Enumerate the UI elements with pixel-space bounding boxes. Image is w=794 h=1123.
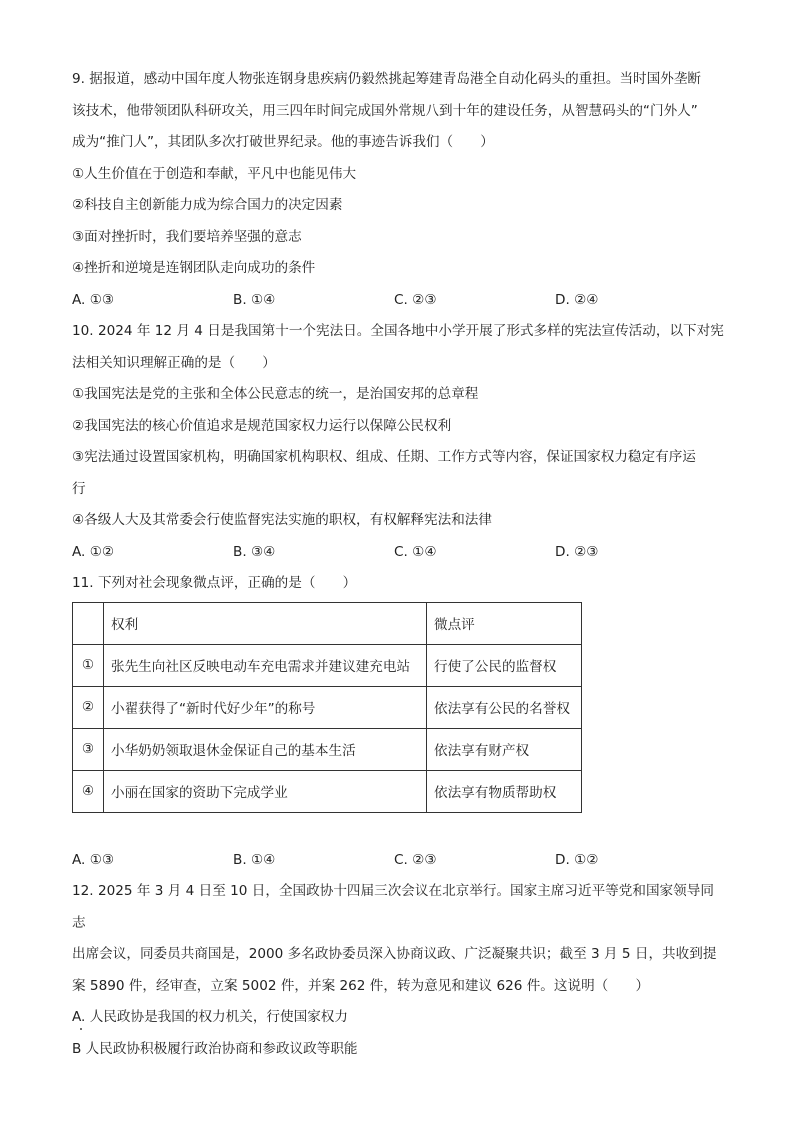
table-row — [73, 686, 582, 728]
table-cell: 小丽在国家的资助下完成学业 — [104, 770, 427, 812]
table-cell: 行使了公民的监督权 — [427, 644, 582, 686]
statement-4: ④挫折和逆境是连钢团队走向成功的条件 — [72, 260, 316, 276]
option-c[interactable]: C. ①④ — [394, 543, 437, 560]
option-d[interactable]: D. ①② — [555, 851, 599, 868]
statement-2: ②我国宪法的核心价值追求是规范国家权力运行以保障公民权利 — [72, 417, 452, 434]
option-b[interactable]: B. ①④ — [233, 291, 276, 308]
option-c[interactable]: C. ②③ — [394, 851, 437, 868]
question-stem-line: 9. 据报道，感动中国年度人物张连钢身患疾病仍毅然挑起筹建青岛港全自动化码头的重担。当时国外垄断 — [72, 71, 702, 87]
option-d[interactable]: D. ②④ — [555, 291, 599, 308]
table-cell: 张先生向社区反映电动车充电需求并建议建充电站 — [104, 644, 427, 686]
option-b[interactable]: B. ③④ — [233, 543, 276, 560]
option-d[interactable]: D. ②③ — [555, 543, 599, 560]
option-a[interactable]: A. ①② — [72, 543, 115, 560]
option-c[interactable]: C. ②③ — [394, 291, 437, 308]
table-cell: ① — [73, 644, 104, 686]
table-cell: 依法享有物质帮助权 — [427, 770, 582, 812]
answer-options — [72, 285, 724, 317]
table-row — [73, 644, 582, 686]
question-stem-line: 法相关知识理解正确的是（ ） — [72, 354, 276, 371]
question-11 — [72, 568, 724, 876]
choice-a[interactable]: A. 人民政协是我国的权力机关，行使国家权力 — [72, 1009, 348, 1025]
table-header-cell: 权利 — [104, 602, 427, 644]
table-cell: ④ — [73, 770, 104, 812]
statement-1: ①我国宪法是党的主张和全体公民意志的统一，是治国安邦的总章程 — [72, 386, 479, 402]
question-stem-line: 出席会议，同委员共商国是，2000 多名政协委员深入协商议政、广泛凝聚共识；截至 3 月 5 日，共收到提 — [72, 946, 717, 962]
table-header-row — [73, 602, 582, 644]
table-cell: 依法享有公民的名誉权 — [427, 686, 582, 728]
question-9 — [72, 64, 724, 316]
choice-b[interactable]: B 人民政协积极履行政治协商和参政议政等职能 — [72, 1040, 358, 1057]
rights-table — [72, 602, 582, 813]
table-cell: ② — [73, 686, 104, 728]
stray-mark — [80, 1028, 82, 1030]
question-stem-line: 10. 2024 年 12 月 4 日是我国第十一个宪法日。全国各地中小学开展了形式多样的宪法宣传活动，以下对宪 — [72, 323, 724, 339]
option-b[interactable]: B. ①④ — [233, 851, 276, 868]
answer-options — [72, 537, 724, 569]
answer-options — [72, 845, 724, 877]
table-cell: 小华奶奶领取退休金保证自己的基本生活 — [104, 728, 427, 770]
table-cell: 小翟获得了“新时代好少年”的称号 — [104, 686, 427, 728]
statement-3: ③面对挫折时，我们要培养坚强的意志 — [72, 228, 302, 245]
statement-4: ④各级人大及其常委会行使监督宪法实施的职权，有权解释宪法和法律 — [72, 512, 492, 528]
question-stem: 11. 下列对社会现象微点评，正确的是（ ） — [72, 575, 357, 591]
option-a[interactable]: A. ①③ — [72, 291, 115, 308]
statement-3: ③宪法通过设置国家机构，明确国家机构职权、组成、任期、工作方式等内容，保证国家权力稳定有序运 — [72, 449, 696, 465]
table-header-cell — [73, 602, 104, 644]
table-cell: 依法享有财产权 — [427, 728, 582, 770]
statement-2: ②科技自主创新能力成为综合国力的决定因素 — [72, 197, 343, 213]
statement-1: ①人生价值在于创造和奉献，平凡中也能见伟大 — [72, 165, 357, 182]
table-header-cell: 微点评 — [427, 602, 582, 644]
question-stem-line: 该技术，他带领团队科研攻关，用三四年时间完成国外常规八到十年的建设任务，从智慧码头的“门外人” — [72, 102, 698, 119]
question-12 — [72, 876, 724, 1065]
table-row — [73, 728, 582, 770]
table-row — [73, 770, 582, 812]
exam-page — [72, 64, 724, 1065]
table-cell: ③ — [73, 728, 104, 770]
question-stem-line: 成为“推门人”，其团队多次打破世界纪录。他的事迹告诉我们（ ） — [72, 134, 494, 150]
option-a[interactable]: A. ①③ — [72, 851, 115, 868]
question-stem-line: 12. 2025 年 3 月 4 日至 10 日，全国政协十四届三次会议在北京举行。国家主席习近平等党和国家领导同志 — [72, 883, 714, 931]
question-stem-line: 案 5890 件，经审查，立案 5002 件，并案 262 件，转为意见和建议 626 件。这说明（ ） — [72, 977, 650, 994]
question-10 — [72, 316, 724, 568]
statement-3-continued: 行 — [72, 480, 86, 497]
